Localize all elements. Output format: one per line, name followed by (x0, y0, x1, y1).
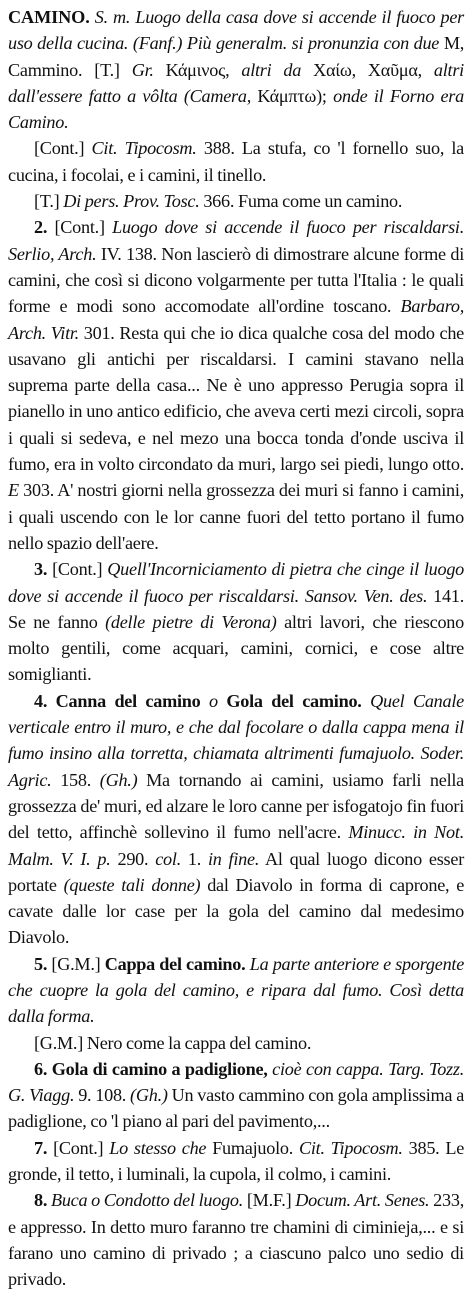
editor-tag: [T.] (34, 191, 60, 212)
citation-source: Minucc. in Not. Malm. V. I. p. (8, 822, 464, 869)
citation-text: 366. Fuma come un camino. (203, 191, 403, 212)
citation-text: 141. Se ne fanno (8, 585, 464, 632)
cross-reference: Fumajuolo. (212, 1137, 294, 1158)
citation-text: 303. A' nostri giorni nella grossezza dei muri si fanno i camini, i quali uscendo con le lor canne fuori del tetto portano il fumo nello spazio dell'aere. (8, 480, 464, 553)
citation-text: 388. La stufa, co 'l fornello suo, la cucina, i focolai, e i camini, il tinello. (8, 138, 465, 185)
citation-text: 233, e appresso. In detto muro faranno tre chamini di ciminieja,... e si farano uno camino di privado ; a ciascuno palco uno sedio di privado. (8, 1190, 464, 1290)
sense-7-paragraph (8, 1135, 464, 1188)
greek-word: Κάμπτω (257, 85, 317, 106)
conjunction: o (209, 690, 218, 711)
sense-number: 6. (34, 1058, 48, 1079)
sense-number: 2. (34, 217, 48, 238)
definition: Quell'Incorniciamento di pietra che cinge il luogo dove si accende il fuoco per riscaldarsi. (8, 559, 465, 606)
greek-word: Χαίω, Χαῦμα, (313, 59, 422, 80)
sense-number: 5. (34, 953, 48, 974)
sense-number: 3. (34, 559, 48, 580)
definition: Lo stesso che (109, 1137, 207, 1158)
grammar-label: S. m. (94, 7, 131, 27)
citation-text: 1. (187, 848, 202, 869)
definition: Luogo della casa dove si accende il fuoco per uso della cucina. (8, 7, 464, 54)
punctuation: ); (316, 85, 327, 106)
variant-form: M, Cammino. (8, 33, 465, 80)
citation-text: Ma tornando ai camini, usiamo farli nella grossezza de' muri, ed alzare le loro canne per isfogatojo fin fuori del tetto, affinchè sollevino il fumo nell'acre. (8, 769, 465, 843)
citation-source: col. (155, 848, 181, 869)
citation-paragraph (8, 1030, 464, 1056)
definition: La parte anteriore e sporgente che cuopre la gola del camino, e ripara dal fumo. Così detta dalla forma. (8, 953, 465, 1027)
citation-source: Serlio, Arch. (8, 243, 97, 264)
entry-camino-headword-paragraph (8, 4, 464, 135)
definition: cioè con cappa. (272, 1058, 384, 1079)
citation-text: 290. (117, 848, 149, 869)
editor-tag: [Cont.] (54, 217, 105, 238)
etymology-text: onde il Forno era Camino. (8, 85, 464, 133)
source-abbrev: (Fanf.) (132, 33, 183, 54)
citation-text: 385. Le gronde, il tetto, i luminali, la cupola, il colmo, i camini. (8, 1137, 465, 1185)
citation-paragraph (8, 188, 464, 214)
sense-8-paragraph (8, 1187, 464, 1292)
source-abbrev: (Gh.) (130, 1085, 168, 1106)
greek-word: Κάμινος, (165, 59, 230, 80)
editor-tag: [Cont.] (34, 138, 85, 159)
citation-source: Soder. Agric. (8, 743, 465, 790)
sense-headword: Canna del camino (55, 690, 201, 711)
sense-5-paragraph (8, 951, 464, 1030)
sense-number: 7. (34, 1137, 48, 1158)
citation-text: dal Diavolo in forma di caprone, e cavate dalle lor case per la gola del camino dal medesimo Diavolo. (8, 874, 465, 948)
sense-6-paragraph (8, 1056, 464, 1135)
citation-source: Targ. Tozz. G. Viagg. (8, 1058, 465, 1106)
quote-insert: (queste tali donne) (63, 874, 201, 895)
citation-text: 9. 108. (78, 1085, 127, 1106)
definition: Quel Canale verticale entro il muro, e che dal focolare o dalla cappa mena il fumo insino alla torretta, chiamata altrimenti fumajuolo. (8, 690, 464, 764)
sense-number: 4. (34, 690, 48, 711)
etymology-text: altri da (241, 59, 302, 80)
sense-headword: Gola di camino a padiglione, (51, 1058, 268, 1079)
citation-text: altri lavori, che riescono molto gentili, come acquari, camini, cornici, e cose altre somiglianti. (8, 611, 464, 685)
sense-headword: Buca o Condotto del luogo. (50, 1190, 244, 1211)
usage-note: Più generalm. si pronunzia con due (186, 33, 440, 54)
sense-number: 8. (34, 1190, 48, 1211)
citation-source: Docum. Art. Senes. (295, 1190, 430, 1211)
citation-text: Nero come la cappa del camino. (86, 1032, 312, 1053)
editor-tag: [M.F.] (246, 1190, 292, 1211)
citation-text: 158. (60, 769, 92, 790)
sense-2-paragraph (8, 214, 464, 556)
headword: CAMINO. (8, 7, 90, 27)
editor-tag: [Cont.] (52, 559, 103, 580)
editor-tag: [T.] (94, 59, 120, 80)
citation-text: 301. Resta qui che io dica qualche cosa del modo che usavano gli antichi per riscaldarsi. I camini stavano nella suprema parte della casa... Ne è uno appresso Perugia sopra il pianello in uno antico edificio, che aveva certi mezi circoli, sopra i quali si sedeva, e nel mezo una bocca tonda d'onde usciva il fumo, era in volto circondato da muri, largo sei piedi, lungo otto. (8, 322, 464, 475)
etymology-text: altri dall'essere fatto a vôlta (Camera, (8, 59, 464, 106)
citation-source: Cit. Tipocosm. (91, 138, 197, 159)
citation-paragraph (8, 135, 464, 188)
sense-4-paragraph (8, 688, 464, 951)
citation-text: Un vasto cammino con gola amplissima a padiglione, co 'l piano al pari del pavimento,... (8, 1085, 465, 1132)
editor-tag: [G.M.] (34, 1032, 84, 1053)
citation-source: Sansov. Ven. des. (304, 585, 428, 606)
citation-text: IV. 138. Non lascierò di dimostrare alcune forme di camini, che così si dicono volgarmente per tutta l'Italia : le quali forme e modi sono accomodate all'ordine toscano. (8, 243, 464, 317)
quote-insert: (delle pietre di Verona) (105, 611, 277, 632)
sense-headword: Gola del camino. (226, 690, 362, 711)
sense-headword: Cappa del camino. (104, 953, 246, 974)
citation-source: Cit. Tipocosm. (298, 1137, 403, 1158)
sense-3-paragraph (8, 556, 464, 687)
citation-text: Al qual luogo dicono esser portate (8, 848, 465, 895)
editor-tag: [Cont.] (53, 1137, 104, 1158)
citation-source: Barbaro, Arch. Vitr. (8, 296, 464, 343)
source-abbrev: (Gh.) (99, 769, 138, 790)
citation-source: E (8, 480, 19, 501)
citation-source: Di pers. Prov. Tosc. (63, 191, 200, 212)
editor-tag: [G.M.] (51, 953, 101, 974)
etymology-text: Gr. (131, 59, 154, 80)
citation-source: in fine. (207, 848, 260, 869)
definition: Luogo dove si accende il fuoco per riscaldarsi. (112, 217, 465, 238)
